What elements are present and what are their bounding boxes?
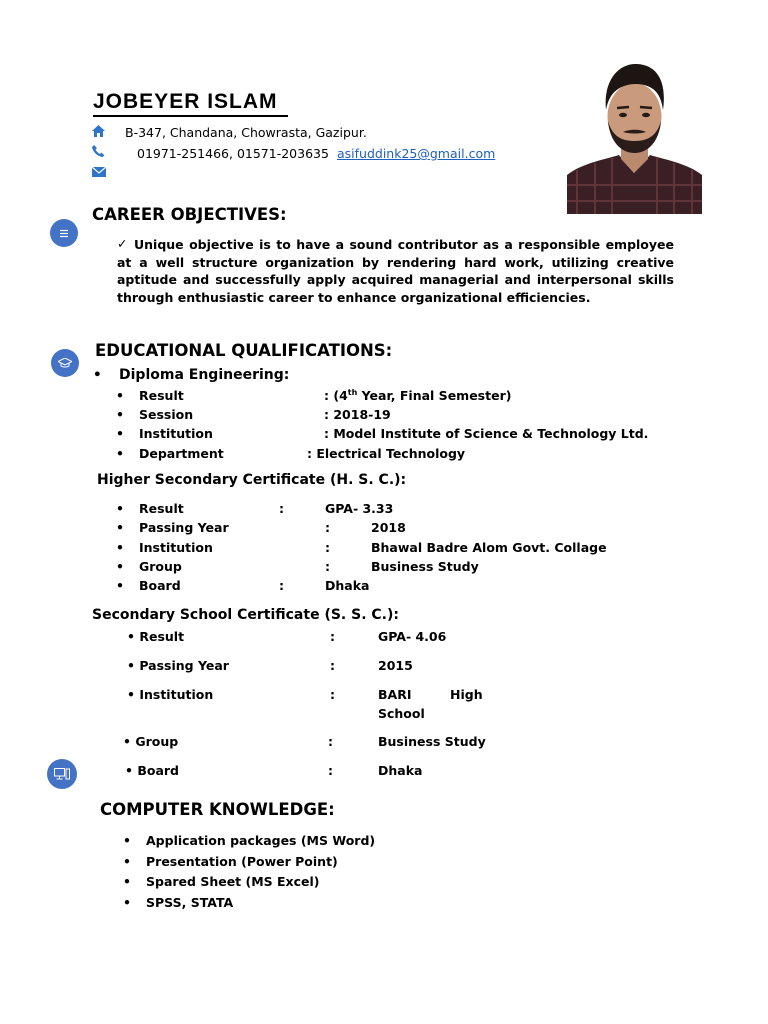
row-value: : Electrical Technology bbox=[307, 446, 466, 461]
hsc-row-board bbox=[0, 576, 768, 595]
hsc-heading: Higher Secondary Certificate (H. S. C.): bbox=[97, 472, 407, 488]
ssc-heading: Secondary School Certificate (S. S. C.): bbox=[92, 607, 399, 623]
row-value: School bbox=[378, 706, 425, 721]
row-bullet: • bbox=[116, 578, 124, 593]
skill-text: SPSS, STATA bbox=[146, 895, 234, 910]
row-value: Business Study bbox=[378, 734, 486, 749]
phone-icon bbox=[92, 145, 105, 160]
list-item bbox=[0, 872, 768, 891]
row-label: Passing Year bbox=[139, 520, 229, 535]
row-label: Group bbox=[139, 559, 182, 574]
objective-paragraph: Unique objective is to have a sound contributor as a responsible employee at a well structure organization by rendering hard work, utilizing creative aptitude and successfully apply acquired managerial and interpersonal skills through enthusiastic career to enhance organizational efficiencies. bbox=[117, 237, 674, 305]
row-value: Bhawal Badre Alom Govt. Collage bbox=[371, 540, 607, 555]
address-text: B-347, Chandana, Chowrasta, Gazipur. bbox=[125, 125, 367, 140]
career-objectives-heading: CAREER OBJECTIVES: bbox=[92, 205, 287, 224]
education-heading: EDUCATIONAL QUALIFICATIONS: bbox=[95, 341, 393, 360]
skill-text: Spared Sheet (MS Excel) bbox=[146, 874, 320, 889]
row-label: Department bbox=[139, 446, 224, 461]
row-label: • Institution bbox=[127, 687, 214, 702]
computer-icon bbox=[47, 759, 77, 789]
ssc-row-board bbox=[0, 761, 768, 780]
row-label: • Result bbox=[127, 629, 185, 644]
ssc-row-institution-cont bbox=[0, 704, 768, 723]
row-value: : Model Institute of Science & Technology Ltd. bbox=[324, 426, 649, 441]
row-label: • Board bbox=[125, 763, 180, 778]
row-bullet: • bbox=[116, 426, 124, 441]
row-value: Dhaka bbox=[325, 578, 370, 593]
row-bullet: • bbox=[116, 388, 124, 403]
skill-text: Presentation (Power Point) bbox=[146, 854, 338, 869]
applicant-name: JOBEYER ISLAM bbox=[93, 90, 288, 117]
row-colon: : bbox=[330, 658, 335, 673]
row-label: Result bbox=[139, 388, 184, 403]
diploma-row-institution bbox=[0, 424, 768, 443]
ssc-row-result bbox=[0, 627, 768, 646]
list-item bbox=[0, 893, 768, 912]
diploma-row-result bbox=[0, 386, 768, 405]
row-label: Board bbox=[139, 578, 181, 593]
row-colon: : bbox=[328, 734, 333, 749]
row-colon: : bbox=[279, 501, 284, 516]
home-icon bbox=[92, 125, 105, 140]
diploma-row-department bbox=[0, 444, 768, 463]
row-value: 2018 bbox=[371, 520, 406, 535]
row-value: Dhaka bbox=[378, 763, 423, 778]
ssc-row-group bbox=[0, 732, 768, 751]
row-label: Session bbox=[139, 407, 194, 422]
row-label: Institution bbox=[139, 426, 213, 441]
row-value: BARI bbox=[378, 687, 412, 702]
row-bullet: • bbox=[116, 501, 124, 516]
row-colon: : bbox=[325, 540, 330, 555]
row-bullet: • bbox=[116, 446, 124, 461]
row-colon: : bbox=[325, 520, 330, 535]
row-value: High bbox=[450, 687, 483, 702]
row-colon: : bbox=[279, 578, 284, 593]
profile-photo bbox=[567, 55, 702, 214]
row-bullet: • bbox=[116, 540, 124, 555]
hsc-row-group bbox=[0, 557, 768, 576]
row-colon: : bbox=[330, 629, 335, 644]
row-value: GPA- 4.06 bbox=[378, 629, 447, 644]
row-value: Business Study bbox=[371, 559, 479, 574]
diploma-row-session bbox=[0, 405, 768, 424]
row-label: Result bbox=[139, 501, 184, 516]
row-bullet: • bbox=[116, 407, 124, 422]
row-value: : (4th Year, Final Semester) bbox=[324, 387, 512, 403]
row-colon: : bbox=[325, 559, 330, 574]
graduation-cap-icon bbox=[51, 349, 79, 377]
mail-icon bbox=[92, 166, 106, 180]
ssc-row-passing-year bbox=[0, 656, 768, 675]
row-value: 2015 bbox=[378, 658, 413, 673]
row-bullet: • bbox=[116, 559, 124, 574]
row-colon: : bbox=[328, 763, 333, 778]
career-objective-text bbox=[117, 236, 674, 306]
row-value: : 2018-19 bbox=[324, 407, 391, 422]
row-bullet: • bbox=[123, 833, 131, 848]
hsc-row-institution bbox=[0, 538, 768, 557]
ssc-row-institution bbox=[0, 685, 768, 704]
row-label: • Group bbox=[123, 734, 179, 749]
check-icon: ✓ bbox=[117, 236, 128, 251]
phone-numbers: 01971-251466, 01571-203635 bbox=[137, 146, 329, 161]
list-item bbox=[0, 831, 768, 850]
row-bullet: • bbox=[123, 854, 131, 869]
computer-knowledge-heading: COMPUTER KNOWLEDGE: bbox=[100, 800, 335, 819]
hsc-row-result bbox=[0, 499, 768, 518]
list-item bbox=[0, 852, 768, 871]
row-bullet: • bbox=[116, 520, 124, 535]
email-link[interactable]: asifuddink25@gmail.com bbox=[337, 146, 496, 161]
skill-text: Application packages (MS Word) bbox=[146, 833, 376, 848]
row-bullet: • bbox=[123, 895, 131, 910]
row-bullet: • bbox=[123, 874, 131, 889]
hsc-row-passing-year bbox=[0, 518, 768, 537]
row-value: GPA- 3.33 bbox=[325, 501, 394, 516]
diploma-heading: Diploma Engineering: bbox=[119, 367, 290, 383]
diploma-bullet: • bbox=[93, 367, 102, 383]
list-icon bbox=[50, 219, 78, 247]
row-label: Institution bbox=[139, 540, 213, 555]
row-label: • Passing Year bbox=[127, 658, 229, 673]
row-colon: : bbox=[330, 687, 335, 702]
